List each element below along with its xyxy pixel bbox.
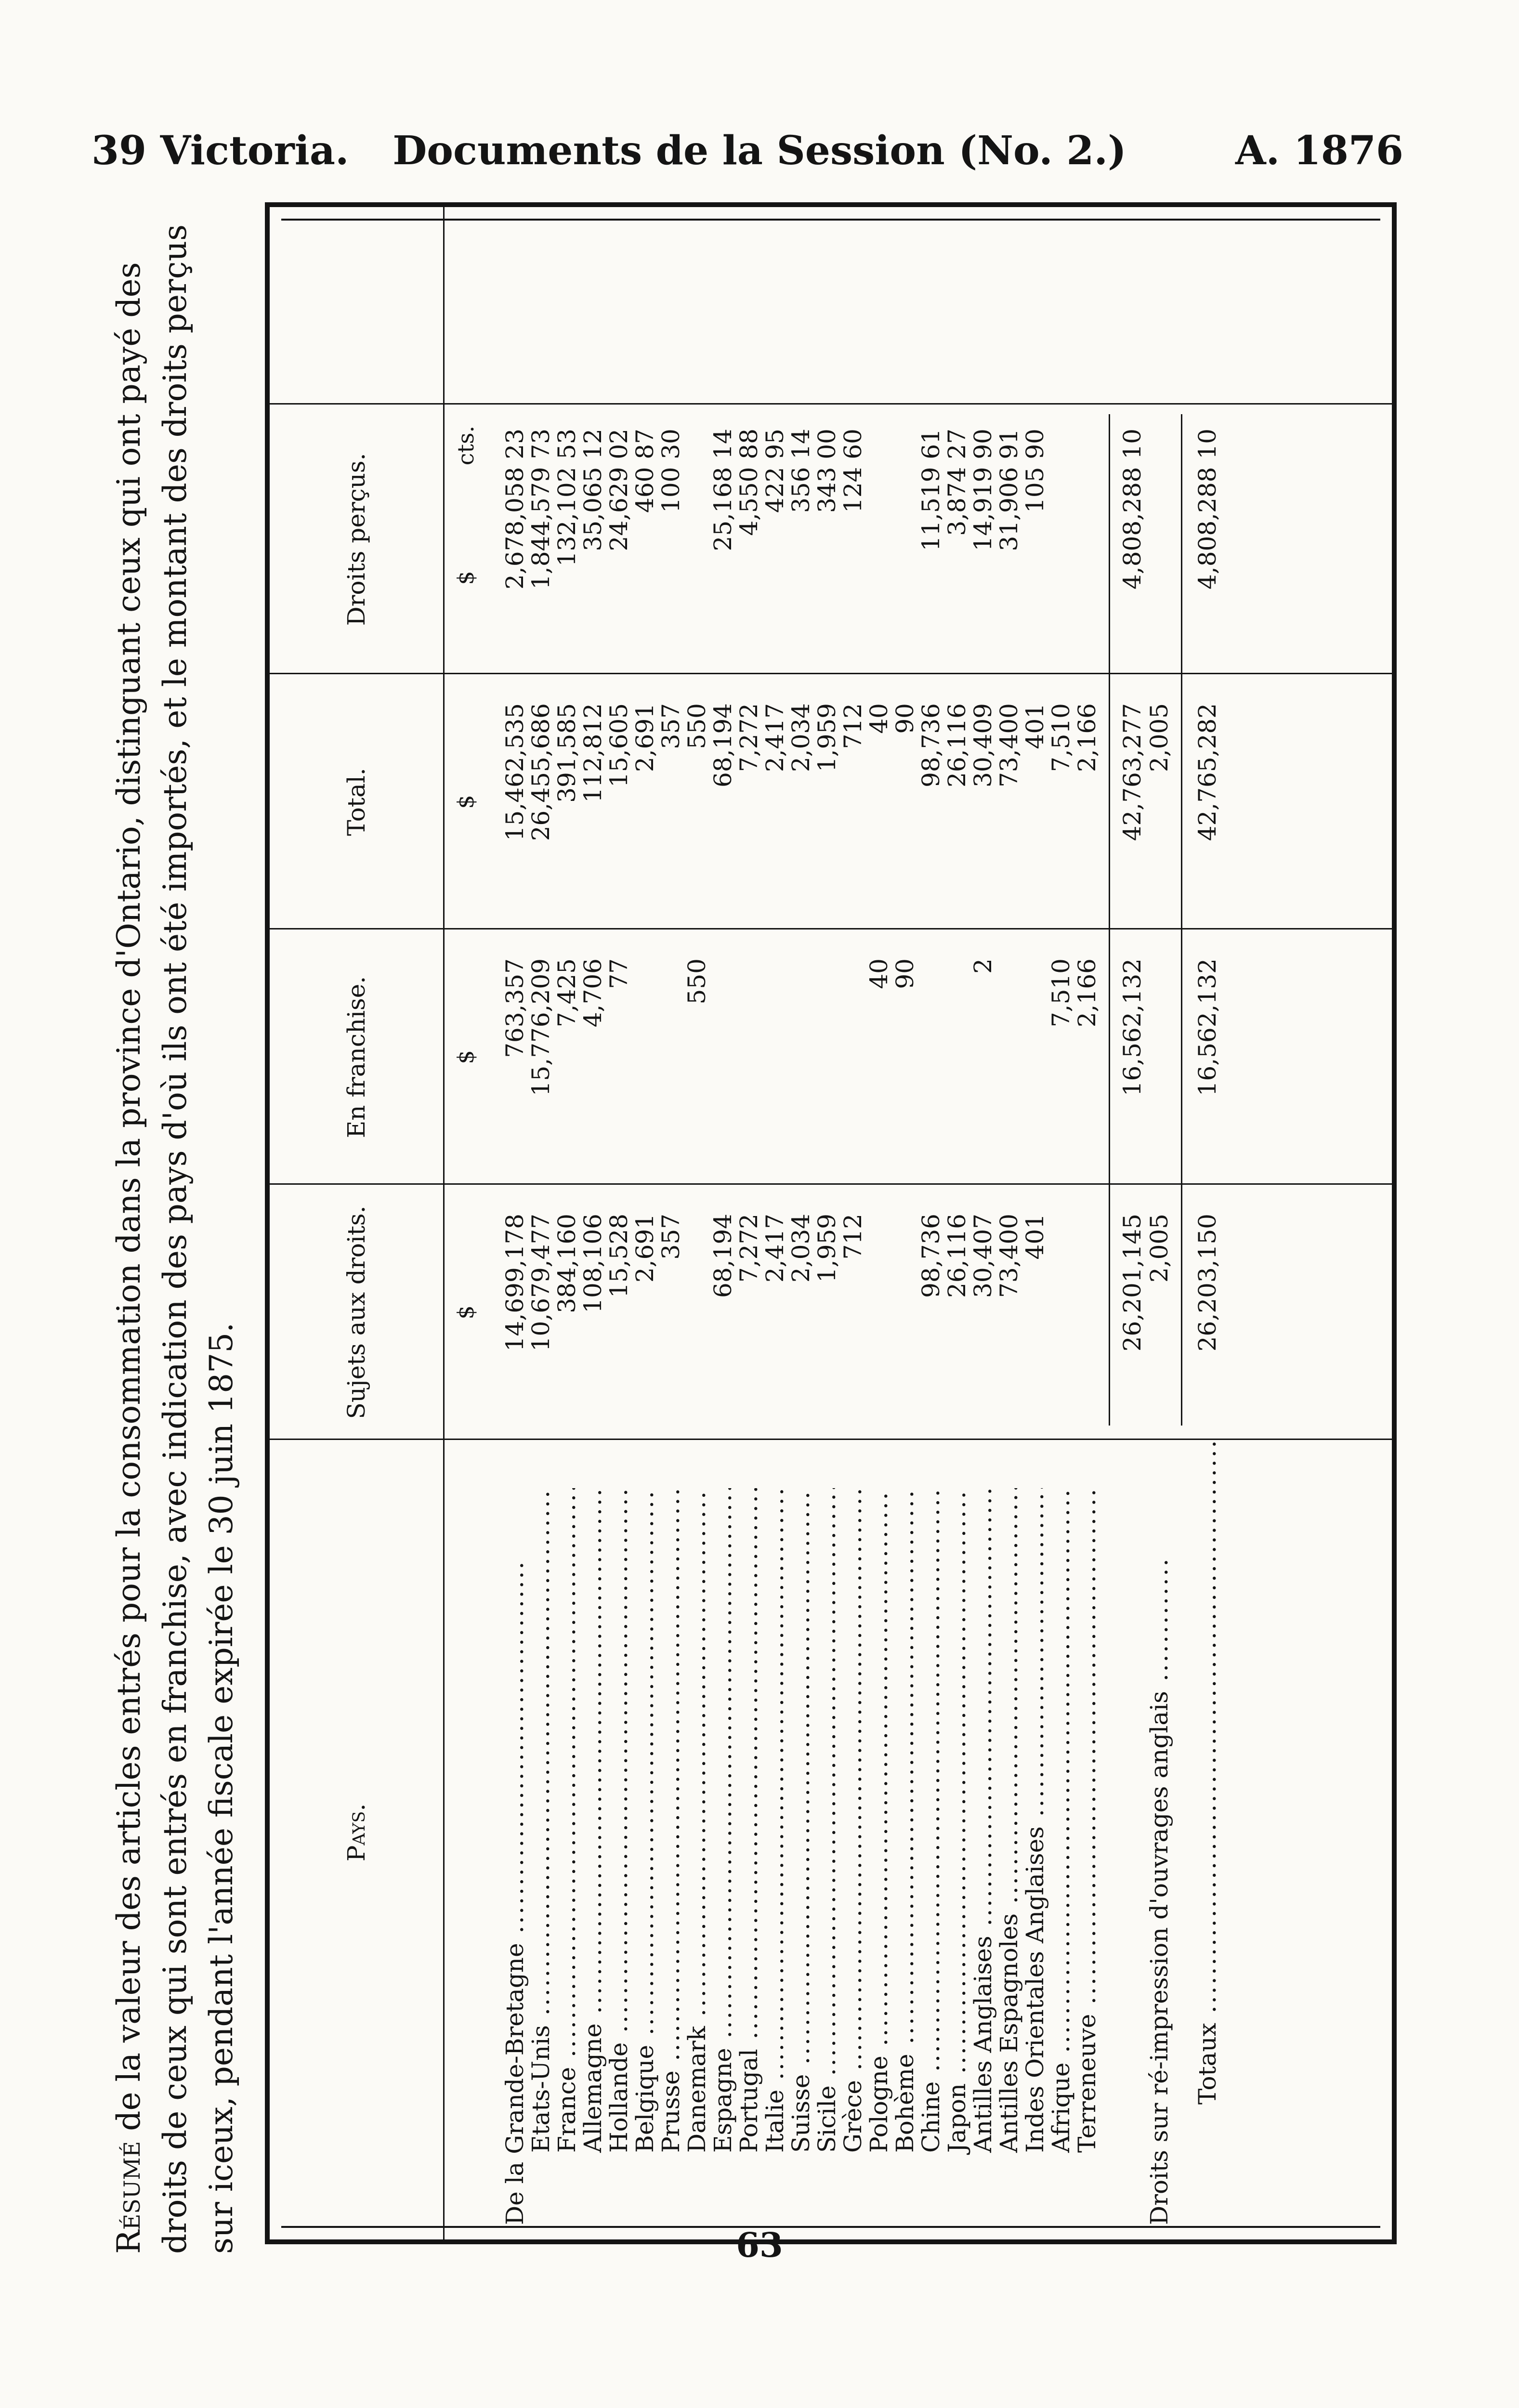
table-row <box>1073 207 1099 2239</box>
reimpression-row <box>1145 207 1171 2239</box>
header-year: A. 1876 <box>1235 128 1403 174</box>
cell-sujets: 384,160 <box>553 1214 581 1313</box>
table-row <box>943 207 969 2239</box>
cell-total: 26,116 <box>943 703 971 787</box>
table-row <box>735 207 761 2239</box>
cell-sujets: 2,691 <box>631 1214 659 1283</box>
cell-droits: 132,102 53 <box>553 429 581 567</box>
cell-sujets: 30,407 <box>969 1214 997 1298</box>
cell-total: 2,005 <box>1145 703 1173 772</box>
header-volume: 39 Victoria. <box>92 128 349 174</box>
table-row <box>605 207 631 2239</box>
cell-total: 15,605 <box>605 703 633 787</box>
row-label: Danemark ..... <box>683 1488 711 2225</box>
cell-total: 42,763,277 <box>1118 703 1146 841</box>
cell-droits: 422 95 <box>761 429 789 513</box>
row-label: Terreneuve ..... <box>1073 1488 1101 2225</box>
row-label: Prusse ..... <box>657 1488 685 2225</box>
row-label: Espagne ..... <box>709 1488 737 2225</box>
cell-franchise: 2 <box>969 958 997 974</box>
row-label: Indes Orientales Anglaises ..... <box>1021 1488 1049 2225</box>
cell-total: 26,455,686 <box>527 703 555 841</box>
table-row <box>813 207 839 2239</box>
cell-franchise: 16,562,132 <box>1193 958 1221 1097</box>
cell-total: 2,691 <box>631 703 659 772</box>
cell-droits: 11,519 61 <box>917 429 945 551</box>
cell-franchise: 2,166 <box>1073 958 1101 1028</box>
cell-total: 2,166 <box>1073 703 1101 772</box>
row-label: De la Grande-Bretagne ..... <box>501 1560 529 2225</box>
sum-rule <box>1109 414 1110 1426</box>
unit-total: $ <box>453 795 479 809</box>
cell-total: 712 <box>839 703 867 749</box>
cell-sujets: 7,272 <box>735 1214 763 1283</box>
cell-total: 391,585 <box>553 703 581 803</box>
cell-droits: 105 90 <box>1021 429 1049 513</box>
row-label: Allemagne ..... <box>579 1488 607 2225</box>
row-label: Portugal ..... <box>735 1488 763 2225</box>
table-row <box>657 207 683 2239</box>
cell-droits: 35,065 12 <box>579 429 607 551</box>
cell-droits: 2,678,058 23 <box>501 429 529 589</box>
cell-droits: 31,906 91 <box>995 429 1023 551</box>
cell-sujets: 2,417 <box>761 1214 789 1283</box>
cell-total: 68,194 <box>709 703 737 787</box>
cell-total: 73,400 <box>995 703 1023 787</box>
cell-sujets: 1,959 <box>813 1214 841 1283</box>
row-label: Sicile ..... <box>813 1488 841 2225</box>
cell-total: 550 <box>683 703 711 749</box>
sum-rule <box>1181 414 1182 1426</box>
cell-droits: 4,808,288 10 <box>1193 429 1221 589</box>
cell-franchise: 7,510 <box>1047 958 1075 1028</box>
cell-droits: 1,844,579 73 <box>527 429 555 589</box>
row-label: Chine ..... <box>917 1488 945 2225</box>
cell-total: 40 <box>865 703 893 734</box>
summary-table <box>265 202 1397 2244</box>
running-header <box>0 113 1519 185</box>
row-label: Antilles Anglaises ..... <box>969 1488 997 2225</box>
caption-lead: Résumé <box>110 2141 147 2254</box>
table-row <box>579 207 605 2239</box>
cell-total: 15,462,535 <box>501 703 529 841</box>
table-row <box>761 207 787 2239</box>
cell-droits: 14,919 90 <box>969 429 997 551</box>
cell-franchise: 77 <box>605 958 633 989</box>
table-row <box>683 207 709 2239</box>
row-label: Hollande ..... <box>605 1488 633 2225</box>
cell-droits: 343 00 <box>813 429 841 513</box>
cell-droits: 460 87 <box>631 429 659 513</box>
table-row <box>709 207 735 2239</box>
cell-total: 2,034 <box>787 703 815 772</box>
row-label: Antilles Espagnoles ..... <box>995 1488 1023 2225</box>
table-row <box>969 207 995 2239</box>
page-number: 63 <box>736 2225 783 2265</box>
cell-franchise: 7,425 <box>553 958 581 1028</box>
cell-total: 1,959 <box>813 703 841 772</box>
cell-droits: 100 30 <box>657 429 685 513</box>
cell-sujets: 98,736 <box>917 1214 945 1298</box>
cell-franchise: 550 <box>683 958 711 1005</box>
cell-franchise: 763,357 <box>501 958 529 1058</box>
cell-sujets: 2,005 <box>1145 1214 1173 1283</box>
row-label: Afrique ..... <box>1047 1488 1075 2225</box>
subtotal-row <box>1118 207 1144 2239</box>
table-row <box>865 207 891 2239</box>
cell-total: 7,272 <box>735 703 763 772</box>
row-label: Italie ..... <box>761 1488 789 2225</box>
cell-franchise: 90 <box>891 958 919 989</box>
table-row <box>1047 207 1073 2239</box>
cell-sujets: 108,106 <box>579 1214 607 1313</box>
table-row <box>995 207 1021 2239</box>
table-row <box>553 207 579 2239</box>
cell-droits: 24,629 02 <box>605 429 633 551</box>
cell-sujets: 73,400 <box>995 1214 1023 1298</box>
cell-total: 357 <box>657 703 685 749</box>
cell-sujets: 26,201,145 <box>1118 1214 1146 1352</box>
unit-sujets: $ <box>453 1305 479 1320</box>
unit-droits: $ <box>453 571 479 585</box>
caption-text: de la valeur des articles entrés pour la consommation dans la province d'Ontario, distinguant ceux qui ont payé des droits de ceux qui sont entrés en franchise, avec indication des pays d'où ils ont été importés, et le montant des droits perçus sur iceux, pendant l'année fiscale expirée le 30 juin 1875. <box>110 224 240 2254</box>
cell-droits: 4,550 88 <box>735 429 763 536</box>
cell-sujets: 26,203,150 <box>1193 1214 1221 1352</box>
cell-sujets: 68,194 <box>709 1214 737 1298</box>
row-label: Droits sur ré-impression d'ouvrages anglais ..... <box>1145 1560 1173 2225</box>
unit-droits-cents: cts. <box>453 425 479 466</box>
col-header-pays: Pays. <box>342 1803 370 1862</box>
table-header-row <box>270 207 445 2239</box>
cell-sujets: 26,116 <box>943 1214 971 1298</box>
cell-franchise: 4,706 <box>579 958 607 1028</box>
cell-total: 42,765,282 <box>1193 703 1221 841</box>
row-label: Bohème ..... <box>891 1488 919 2225</box>
cell-total: 30,409 <box>969 703 997 787</box>
row-label: Suisse ..... <box>787 1488 815 2225</box>
cell-sujets: 357 <box>657 1214 685 1260</box>
row-label: Belgique ..... <box>631 1488 659 2225</box>
row-label: Etats-Unis ..... <box>527 1488 555 2225</box>
col-header-franchise: En franchise. <box>342 976 370 1139</box>
col-header-total: Total. <box>342 768 370 836</box>
cell-total: 90 <box>891 703 919 734</box>
cell-droits: 4,808,288 10 <box>1118 429 1146 589</box>
cell-sujets: 14,699,178 <box>501 1214 529 1352</box>
row-label: Pologne ..... <box>865 1488 893 2225</box>
cell-sujets: 401 <box>1021 1214 1049 1260</box>
cell-total: 7,510 <box>1047 703 1075 772</box>
table-row <box>501 207 527 2239</box>
row-label: France ..... <box>553 1488 581 2225</box>
rotated-page-content <box>106 183 1406 2254</box>
cell-sujets: 2,034 <box>787 1214 815 1283</box>
table-row <box>839 207 865 2239</box>
cell-sujets: 712 <box>839 1214 867 1260</box>
table-row <box>1021 207 1047 2239</box>
cell-franchise: 16,562,132 <box>1118 958 1146 1097</box>
cell-droits: 3,874 27 <box>943 429 971 536</box>
col-header-sujets: Sujets aux droits. <box>342 1205 370 1419</box>
col-header-droits: Droits perçus. <box>342 453 370 626</box>
cell-total: 2,417 <box>761 703 789 772</box>
cell-droits: 356 14 <box>787 429 815 513</box>
table-row <box>527 207 553 2239</box>
row-label: Japon ..... <box>943 1488 971 2225</box>
cell-droits: 25,168 14 <box>709 429 737 551</box>
table-row <box>631 207 657 2239</box>
table-row <box>917 207 943 2239</box>
header-title: Documents de la Session (No. 2.) <box>393 128 1126 174</box>
cell-franchise: 40 <box>865 958 893 989</box>
cell-droits: 124 60 <box>839 429 867 513</box>
cell-total: 112,812 <box>579 703 607 803</box>
row-label: Grèce ..... <box>839 1488 867 2225</box>
cell-total: 401 <box>1021 703 1049 749</box>
cell-sujets: 15,528 <box>605 1214 633 1298</box>
totals-row <box>1193 207 1219 2239</box>
table-row <box>891 207 917 2239</box>
cell-franchise: 15,776,209 <box>527 958 555 1097</box>
cell-sujets: 10,679,477 <box>527 1214 555 1352</box>
row-label: Totaux ..... <box>1193 1440 1221 2225</box>
cell-total: 98,736 <box>917 703 945 787</box>
table-row <box>787 207 813 2239</box>
unit-franchise: $ <box>453 1050 479 1064</box>
table-caption <box>106 183 245 2254</box>
